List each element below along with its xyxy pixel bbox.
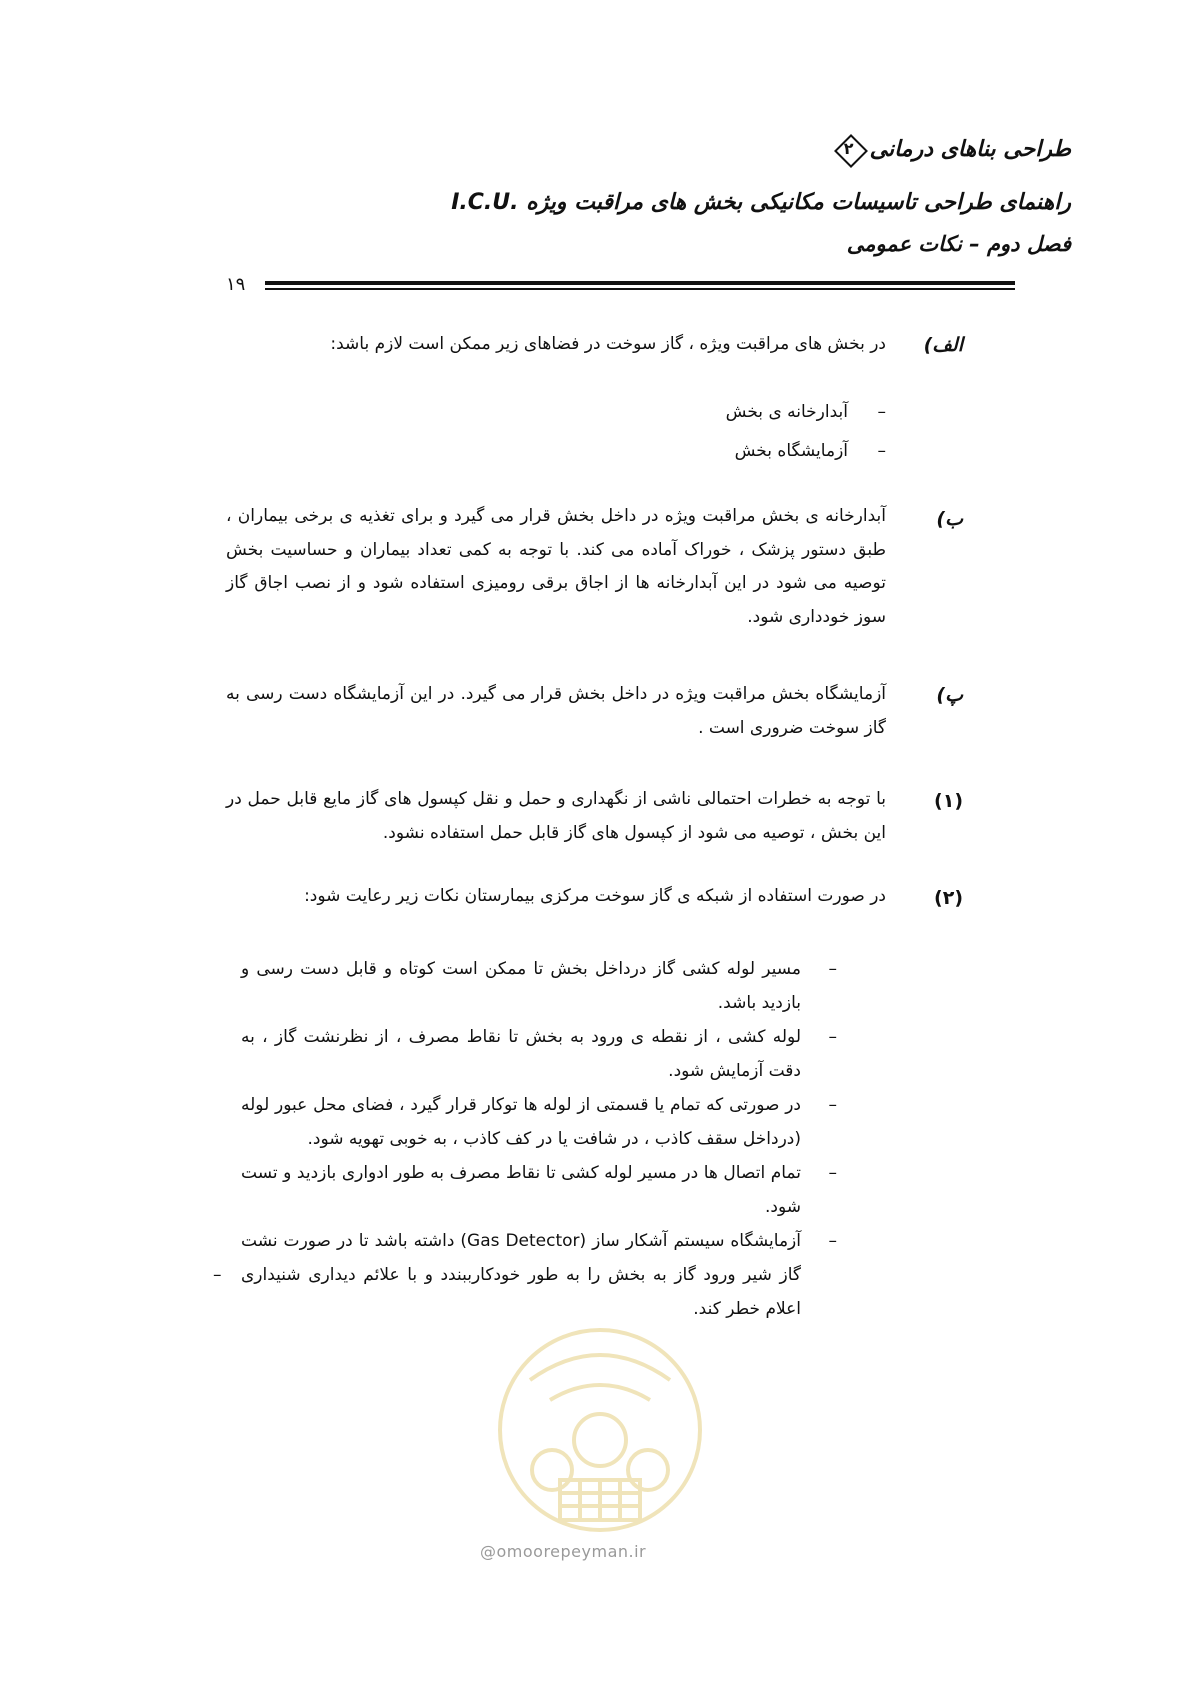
list-item <box>241 1020 837 1088</box>
series-number: ۲ <box>843 139 854 158</box>
section-alef-list <box>726 396 886 468</box>
series-title <box>834 134 1071 164</box>
trailing-dash: – <box>213 1265 222 1285</box>
list-item <box>241 1156 837 1224</box>
bullet-text: در صورتی که تمام یا قسمتی از لوله ها توکار قرار گیرد ، فضای محل عبور لوله (درداخل سقف کاذب ، در شافت یا در کف کاذب ، به خوبی تهویه شود. <box>241 1095 801 1149</box>
dash-marker: – <box>828 1231 837 1251</box>
item-marker-1: (۱) <box>934 790 963 812</box>
series-title-text: طراحی بناهای درمانی <box>869 136 1071 162</box>
item-marker-2: (۲) <box>934 887 963 909</box>
watermark-seal-icon <box>490 1320 710 1540</box>
chapter-title: فصل دوم – نکات عمومی <box>846 232 1071 256</box>
section-marker-pe: پ) <box>936 684 963 706</box>
guide-title: راهنمای طراحی تاسیسات مکانیکی بخش های مراقبت ویژه .I.C.U <box>451 190 1071 215</box>
dash-marker: – <box>828 1095 837 1115</box>
header-rule-thick <box>265 281 1015 285</box>
item-2-bullets <box>213 952 837 1326</box>
section-be-text <box>226 500 886 634</box>
item-1-text <box>226 783 886 850</box>
list-item: – آبدارخانه ی بخش <box>726 396 886 429</box>
bullet-text: تمام اتصال ها در مسیر لوله کشی تا نقاط مصرف به طور ادواری بازدید و تست شود. <box>241 1163 801 1217</box>
item-1-paragraph: با توجه به خطرات احتمالی ناشی از نگهداری و حمل و نقل کپسول های گاز مایع قابل حمل در این بخش ، توصیه می شود از کپسول های گاز قابل حمل استفاده نشود. <box>226 789 886 843</box>
dash-marker: – <box>828 1163 837 1183</box>
page-number: ۱۹ <box>226 274 246 295</box>
section-pe-text <box>226 678 886 745</box>
watermark-site-text: @omoorepeyman.ir <box>480 1542 647 1561</box>
list-item: – آزمایشگاه بخش <box>726 435 886 468</box>
list-item <box>213 1224 837 1326</box>
section-alef-text <box>226 328 886 362</box>
list-item <box>241 952 837 1020</box>
dash-marker: – <box>828 1027 837 1047</box>
item-2-text <box>226 880 886 914</box>
dash-marker: – <box>828 959 837 979</box>
bullet-text: لوله کشی ، از نقطه ی ورود به بخش تا نقاط مصرف ، از نظرنشت گاز ، به دقت آزمایش شود. <box>241 1027 801 1081</box>
section-pe-paragraph: آزمایشگاه بخش مراقبت ویژه در داخل بخش قرار می گیرد. در این آزمایشگاه دست رسی به گاز سوخت ضروری است . <box>226 684 886 738</box>
header-rule-thin <box>265 288 1015 290</box>
section-be-paragraph: آبدارخانه ی بخش مراقبت ویژه در داخل بخش قرار می گیرد و برای تغذیه ی برخی بیماران ، طبق دستور پزشک ، خوراک آماده می کند. با توجه به کمی تعداد بیماران و حساسیت بخش توصیه می شود در این آبدارخانه ها از اجاق برقی رومیزی استفاده شود و از نصب اجاق گاز سوز خودداری شود. <box>226 506 886 627</box>
section-marker-alef: الف) <box>923 334 963 356</box>
bullet-text: آزمایشگاه سیستم آشکار ساز (Gas Detector) داشته باشد تا در صورت نشت گاز شیر ورود گاز به بخش را به طور خودکارببندد و با علائم دیداری شنیداری اعلام خطر کند. <box>241 1231 801 1319</box>
list-item <box>241 1088 837 1156</box>
section-marker-be: ب) <box>936 508 963 530</box>
bullet-text: مسیر لوله کشی گاز درداخل بخش تا ممکن است کوتاه و قابل دست رسی و بازدید باشد. <box>241 959 801 1013</box>
item-2-paragraph: در صورت استفاده از شبکه ی گاز سوخت مرکزی بیمارستان نکات زیر رعایت شود: <box>304 886 886 906</box>
series-number-diamond-icon <box>834 134 864 164</box>
section-alef-paragraph: در بخش های مراقبت ویژه ، گاز سوخت در فضاهای زیر ممکن است لازم باشد: <box>330 334 886 354</box>
